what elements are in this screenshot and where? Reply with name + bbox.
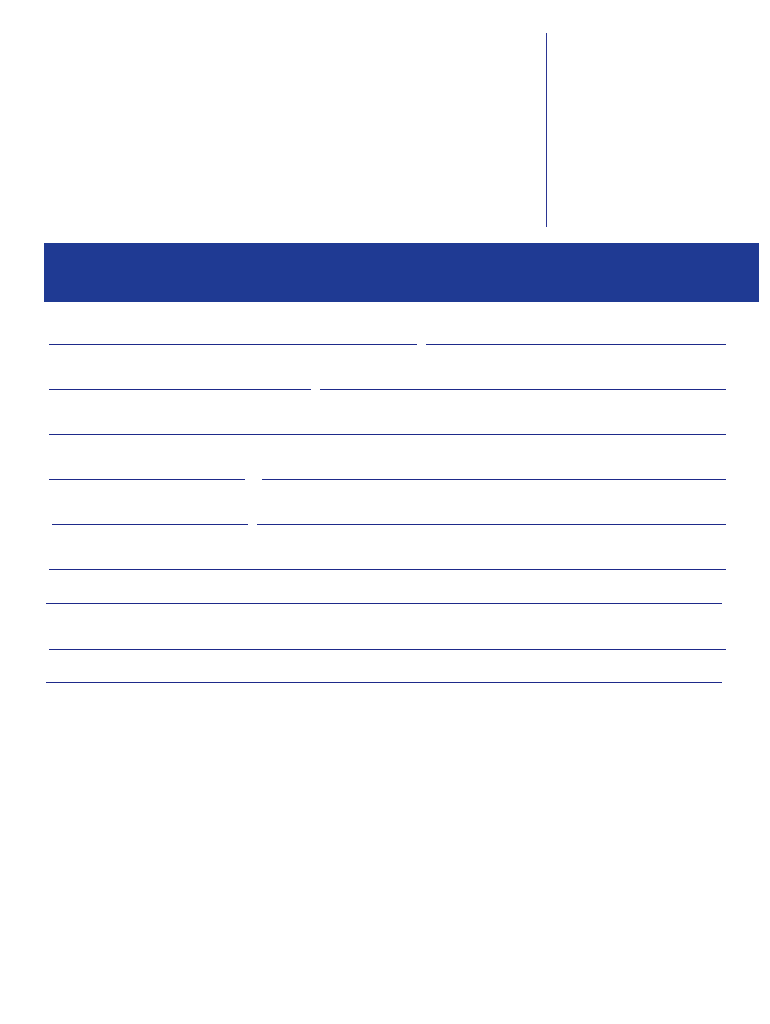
phone-row (46, 377, 726, 393)
patient-row (46, 332, 726, 348)
dob-field[interactable] (426, 343, 726, 345)
patient-name-field[interactable] (49, 343, 417, 345)
pcp-phone-field[interactable] (257, 523, 726, 525)
labs-row (46, 637, 726, 653)
referring-office-name-field[interactable] (49, 478, 245, 480)
pcp-name-field[interactable] (52, 523, 248, 525)
labs-field-line-2[interactable] (46, 682, 722, 683)
column-divider (546, 33, 547, 227)
cell-phone-field[interactable] (320, 388, 726, 390)
reason-row (46, 557, 726, 573)
insurance-field[interactable] (49, 433, 726, 435)
insurance-row (46, 422, 726, 438)
pcp-row (46, 512, 726, 528)
home-phone-field[interactable] (49, 388, 311, 390)
referring-office-row (46, 467, 726, 483)
fax-instructions-banner (44, 243, 759, 302)
labs-field[interactable] (49, 648, 726, 650)
reason-field-line-2[interactable] (46, 603, 722, 604)
reason-field[interactable] (49, 568, 726, 570)
referring-office-phone-field[interactable] (262, 478, 726, 480)
